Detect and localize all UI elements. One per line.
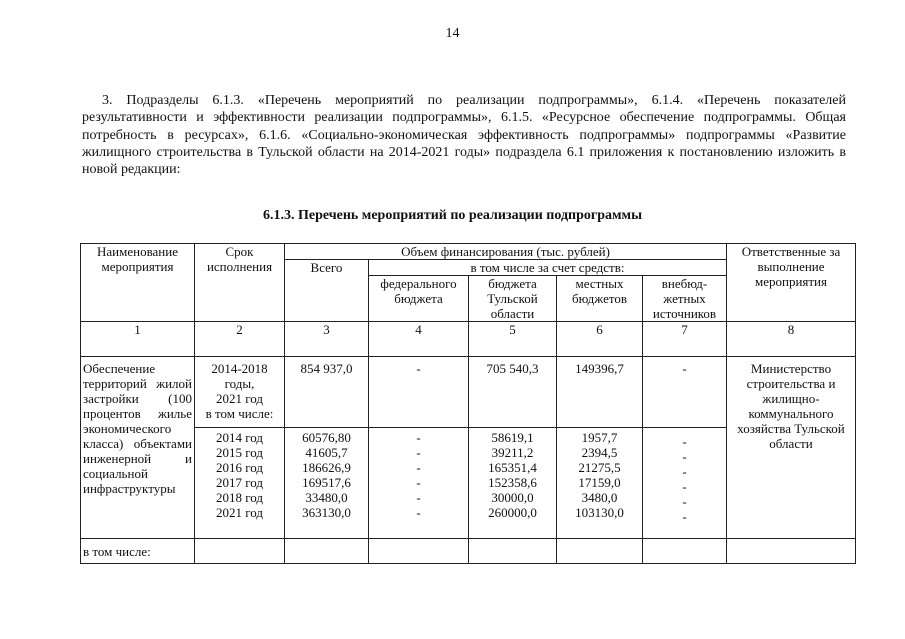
paragraph-text: 3. Подразделы 6.1.3. «Перечень мероприятий по реализации подпрограммы», 6.1.4. «Перечень показателей результативности и эффективности реализации подпрограммы», 6.1.5. «Ресурсное обеспечение подпрограммы. Общая потребность в ресурсах», 6.1.6. «Социально-экономическая эффективность подпрограммы» подпрограммы «Развитие жилищного строительства в Тульской области на 2014-2021 годы» подраздела 6.1 приложения к постановлению изложить в новой редакции: bbox=[82, 93, 846, 178]
event-total: 854 937,0 bbox=[285, 357, 369, 428]
page-number: 14 bbox=[445, 26, 460, 41]
header-funding: Объем финансирования (тыс. рублей) bbox=[285, 244, 727, 260]
years-local: 1957,7 2394,5 21275,5 17159,0 3480,0 103130,0 bbox=[557, 428, 643, 539]
footer-cell-5 bbox=[469, 539, 557, 564]
footer-cell-6 bbox=[557, 539, 643, 564]
section-title: 6.1.3. Перечень мероприятий по реализации подпрограммы bbox=[262, 208, 643, 223]
col-number-5: 5 bbox=[469, 322, 557, 357]
event-name: Обеспечение территорий жилой застройки (100 процентов жилье экономического класса) объектами инженерной и социальной инфраструктуры bbox=[81, 357, 195, 539]
years-regional: 58619,1 39211,2 165351,4 152358,6 30000,0 260000,0 bbox=[469, 428, 557, 539]
header-responsible: Ответственные за выполнение мероприятия bbox=[727, 244, 856, 322]
event-summary-row bbox=[81, 357, 856, 428]
header-name: Наименование мероприятия bbox=[81, 244, 195, 322]
event-extra: - bbox=[643, 357, 727, 428]
footer-cell-4 bbox=[369, 539, 469, 564]
footer-cell-3 bbox=[285, 539, 369, 564]
header-federal: федерального бюджета bbox=[369, 276, 469, 322]
footer-cell-7 bbox=[643, 539, 727, 564]
col-number-1: 1 bbox=[81, 322, 195, 357]
col-number-7: 7 bbox=[643, 322, 727, 357]
header-regional: бюджета Тульской области bbox=[469, 276, 557, 322]
body-paragraph bbox=[82, 92, 846, 178]
col-number-8: 8 bbox=[727, 322, 856, 357]
footer-cell-2 bbox=[195, 539, 285, 564]
col-number-2: 2 bbox=[195, 322, 285, 357]
col-number-6: 6 bbox=[557, 322, 643, 357]
header-total: Всего bbox=[285, 260, 369, 322]
header-including: в том числе за счет средств: bbox=[369, 260, 727, 276]
header-row-1 bbox=[81, 244, 856, 260]
years-extra: - - - - - - bbox=[643, 428, 727, 539]
col-number-4: 4 bbox=[369, 322, 469, 357]
footer-label: в том числе: bbox=[81, 539, 195, 564]
header-extra: внебюд- жетных источников bbox=[643, 276, 727, 322]
activities-table bbox=[80, 243, 856, 564]
years-federal: - - - - - - bbox=[369, 428, 469, 539]
event-term: 2014-2018 годы, 2021 год в том числе: bbox=[195, 357, 285, 428]
event-federal: - bbox=[369, 357, 469, 428]
header-local: местных бюджетов bbox=[557, 276, 643, 322]
event-responsible: Министерство строительства и жилищно-коммунального хозяйства Тульской области bbox=[727, 357, 856, 539]
column-numbers-row bbox=[81, 322, 856, 357]
event-regional: 705 540,3 bbox=[469, 357, 557, 428]
footer-row bbox=[81, 539, 856, 564]
footer-cell-8 bbox=[727, 539, 856, 564]
event-local: 149396,7 bbox=[557, 357, 643, 428]
years-term: 2014 год 2015 год 2016 год 2017 год 2018 год 2021 год bbox=[195, 428, 285, 539]
col-number-3: 3 bbox=[285, 322, 369, 357]
years-total: 60576,80 41605,7 186626,9 169517,6 33480,0 363130,0 bbox=[285, 428, 369, 539]
header-term: Срок исполнения bbox=[195, 244, 285, 322]
